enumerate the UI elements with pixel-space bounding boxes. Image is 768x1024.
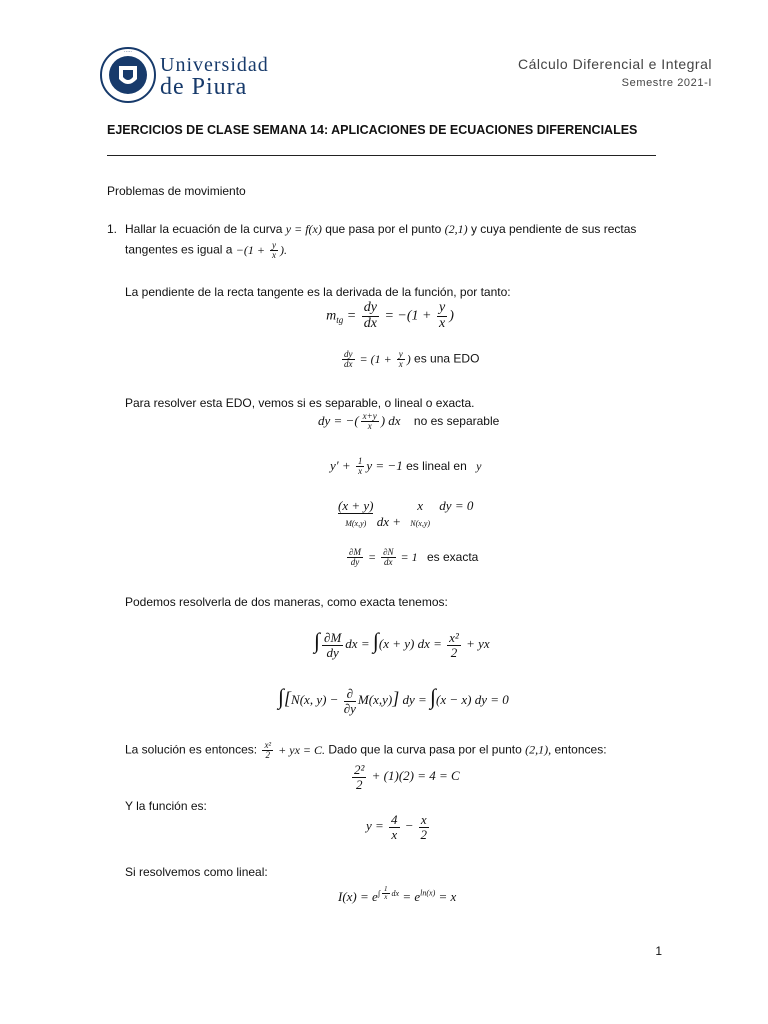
problem-text-d: tangentes es igual a bbox=[125, 242, 233, 257]
paragraph-function: Y la función es: bbox=[125, 799, 207, 813]
solution-text-c: entonces: bbox=[554, 742, 607, 757]
problem-number: 1. bbox=[107, 222, 118, 236]
not-separable-label: no es separable bbox=[413, 413, 500, 428]
svg-text:·····: ····· bbox=[124, 49, 132, 55]
problem-text-c: y cuya pendiente de sus rectas bbox=[470, 222, 637, 236]
math-point: (2,1) bbox=[444, 222, 468, 236]
paragraph-solution: La solución es entonces: $\frac{\text{x²}}{2}$ + yx = C. Dado que la curva pasa por el punto (2,1), entonces: bbox=[125, 740, 607, 761]
paragraph-slope: La pendiente de la recta tangente es la derivada de la función, por tanto: bbox=[125, 285, 511, 299]
edo-label: es una EDO bbox=[414, 351, 480, 366]
solution-text-a: La solución es entonces: bbox=[125, 742, 258, 757]
equation-exactness: $\frac{\partial M}{dy}$ = $\frac{\partial N}{dx}$ = 1 es exacta bbox=[349, 547, 479, 568]
university-name-line2: de Piura bbox=[160, 74, 248, 100]
equation-not-separable: dy = −( $\frac{x+y}{x}$ ) dx no es separable bbox=[318, 411, 500, 432]
paragraph-linear: Si resolvemos como lineal: bbox=[125, 865, 268, 879]
equation-integrating-factor: $I(x) = e^{\int \frac{1}{x} dx} = e^{ln(x)} = x$ bbox=[338, 885, 457, 905]
page-number: 1 bbox=[655, 944, 662, 958]
title-divider bbox=[107, 155, 656, 156]
math-curve: y = f(x) bbox=[285, 222, 322, 236]
university-name-line1: Universidad bbox=[160, 54, 269, 76]
exact-label: es exacta bbox=[426, 549, 479, 564]
paragraph-two-ways: Podemos resolverla de dos maneras, como exacta tenemos: bbox=[125, 595, 448, 609]
equation-edo: $\frac{dy}{dx}$ = (1 + $\frac{y}{x}$ ) es una EDO bbox=[344, 349, 480, 370]
paragraph-method: Para resolver esta EDO, vemos si es separable, o lineal o exacta. bbox=[125, 396, 475, 410]
equation-integral-m: ∫ $\frac{\partial M}{dy}$ dx = ∫(x + y) dx = $\frac{\text{x²}}{2}$ + yx bbox=[314, 628, 490, 660]
course-title: Cálculo Diferencial e Integral bbox=[518, 56, 712, 72]
semester-label: Semestre 2021-I bbox=[621, 77, 712, 89]
equation-function: y = $\frac{4}{x}$ − $\frac{x}{2}$ bbox=[366, 812, 427, 842]
equation-mtg: $m_{tg}$ = $\frac{dy}{dx}$ = −(1 + $\frac{y}{x}$ ) bbox=[326, 300, 454, 331]
document-title: EJERCICIOS DE CLASE SEMANA 14: APLICACIONES DE ECUACIONES DIFERENCIALES bbox=[107, 123, 638, 137]
university-seal-icon bbox=[100, 44, 156, 106]
problem-statement-line2 bbox=[125, 241, 287, 261]
section-heading: Problemas de movimiento bbox=[107, 184, 246, 198]
equation-linear: y′ + $\frac{1}{x}$ y = −1 es lineal en y bbox=[330, 456, 482, 477]
problem-statement-line1 bbox=[125, 222, 662, 237]
problem-text-b: que pasa por el punto bbox=[325, 222, 442, 236]
equation-integral-n: ∫[N(x, y) − $\frac{\partial}{\partial y}$ M(x,y)] dy = ∫(x − x) dy = 0 bbox=[278, 684, 509, 716]
linear-label: es lineal en bbox=[406, 458, 467, 473]
solution-text-b: Dado que la curva pasa por el punto bbox=[328, 742, 522, 757]
equation-constant: $\frac{\text{2²}}{2}$ + (1)(2) = 4 = C bbox=[354, 762, 460, 792]
math-slope-expression: −(1 + $\frac{y}{x}$ ). bbox=[235, 240, 287, 261]
problem-text-a: Hallar la ecuación de la curva bbox=[125, 222, 283, 236]
equation-exact-form: (x + y) M(x,y) dx + x N(x,y) dy = 0 bbox=[338, 498, 474, 529]
